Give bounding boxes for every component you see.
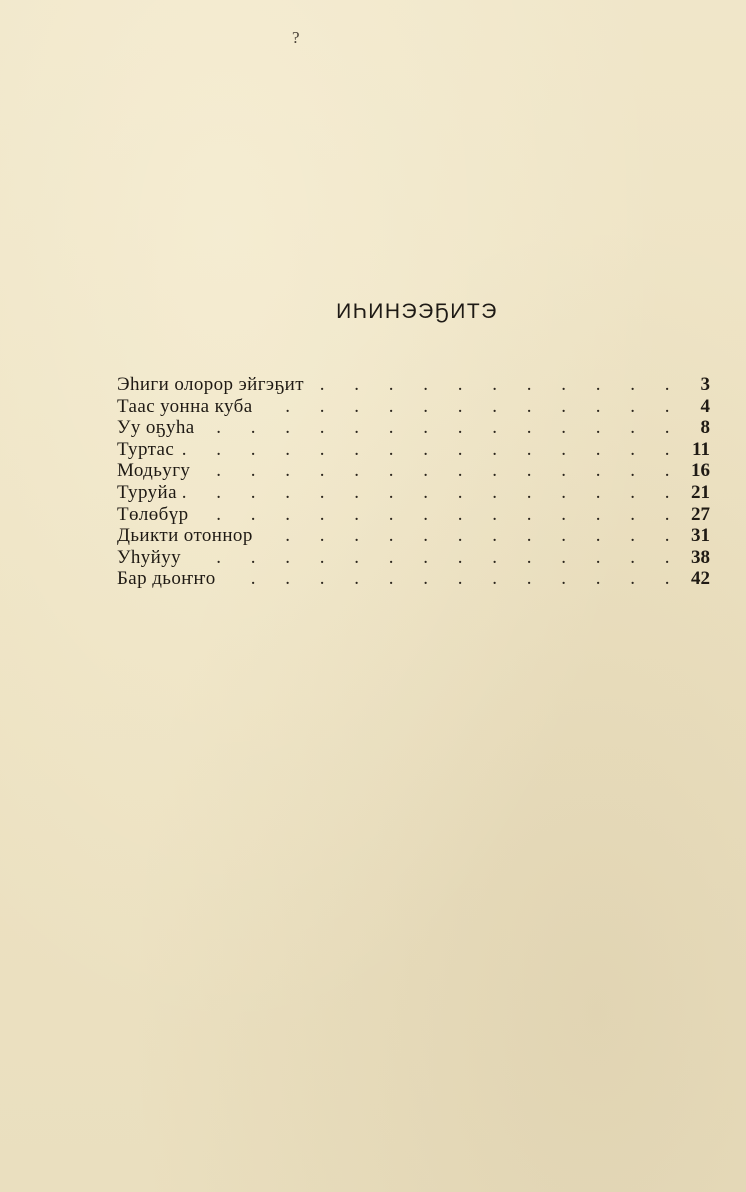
toc-leader-dots [201, 417, 682, 439]
toc-entry [117, 482, 710, 504]
toc-entry-label: Уһуйуу [117, 546, 182, 568]
toc-entry [117, 460, 710, 482]
toc-entry-label: Туртас [117, 438, 175, 460]
toc-entry-page: 38 [691, 546, 710, 568]
toc-entry-page: 27 [691, 503, 710, 525]
toc-entry [117, 374, 710, 396]
toc-leader-dots [183, 482, 682, 504]
toc-entry-label: Таас уонна куба [117, 395, 253, 417]
table-of-contents [117, 374, 710, 590]
toc-entry-page: 4 [700, 395, 710, 417]
toc-leader-dots [180, 439, 682, 461]
page-mark: ? [292, 28, 300, 47]
toc-entry [117, 417, 710, 439]
page-title: ИҺИНЭЭҔИТЭ [336, 300, 498, 323]
toc-entry-page: 11 [692, 438, 710, 460]
toc-leader-dots [187, 547, 682, 569]
toc-entry [117, 568, 710, 590]
toc-leader-dots [259, 396, 682, 418]
toc-leader-dots [310, 374, 682, 396]
toc-entry-label: Уу оҕуһа [117, 417, 195, 439]
toc-entry-label: Эһиги олорор эйгэҕит [117, 374, 304, 395]
toc-entry [117, 525, 710, 547]
toc-entry-label: Туруйа [117, 481, 177, 503]
toc-leader-dots [195, 504, 682, 526]
toc-entry [117, 396, 710, 418]
toc-entry-page: 31 [691, 525, 710, 547]
toc-entry-page: 42 [691, 568, 710, 590]
toc-entry [117, 547, 710, 569]
toc-entry-page: 16 [691, 460, 710, 482]
toc-leader-dots [259, 525, 682, 547]
toc-entry-label: Модьугу [117, 460, 191, 482]
toc-entry [117, 504, 710, 526]
toc-entry-label: Дьикти отоннор [117, 525, 253, 547]
toc-entry-page: 8 [700, 417, 710, 439]
toc-leader-dots [222, 568, 682, 590]
toc-entry-page: 21 [691, 481, 710, 503]
toc-entry [117, 439, 710, 461]
toc-entry-page: 3 [700, 374, 710, 395]
toc-leader-dots [196, 460, 682, 482]
toc-entry-label: Төлөбүр [117, 503, 189, 525]
toc-entry-label: Бар дьоҥҥо [117, 568, 216, 590]
